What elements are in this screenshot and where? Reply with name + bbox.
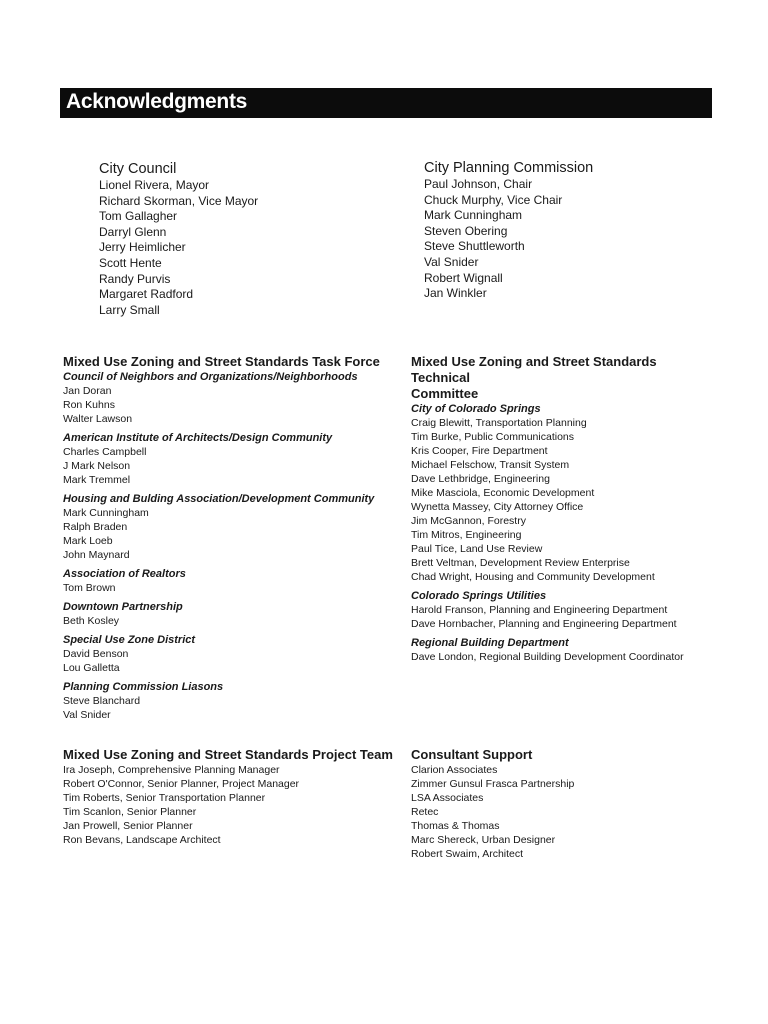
list-item: Zimmer Gunsul Frasca Partnership <box>411 778 575 790</box>
technical-committee-heading-line1: Mixed Use Zoning and Street Standards Technical <box>411 354 657 385</box>
group-heading: Council of Neighbors and Organizations/Neighborhoods <box>63 371 358 383</box>
task-force-group <box>63 492 398 562</box>
list-item: Mark Cunningham <box>63 507 149 519</box>
group-heading: Colorado Springs Utilities <box>411 590 547 602</box>
list-item: Paul Tice, Land Use Review <box>411 543 543 555</box>
list-item: Kris Cooper, Fire Department <box>411 445 548 457</box>
list-item: Ralph Braden <box>63 521 128 533</box>
group-heading: Planning Commission Liasons <box>63 681 224 693</box>
list-item: Val Snider <box>424 254 479 269</box>
list-item: Charles Campbell <box>63 446 147 458</box>
task-force-group <box>63 431 398 487</box>
list-item: Jan Winkler <box>424 286 487 301</box>
consultant-support-heading: Consultant Support <box>411 747 533 762</box>
list-item: Lionel Rivera, Mayor <box>99 178 210 192</box>
list-item: Chuck Murphy, Vice Chair <box>424 192 563 207</box>
list-item: Jim McGannon, Forestry <box>411 515 526 527</box>
list-item: Michael Felschow, Transit System <box>411 459 570 471</box>
list-item: Val Snider <box>63 709 111 721</box>
technical-committee-group <box>411 636 711 664</box>
consultant-support-section <box>411 747 711 861</box>
list-item: J Mark Nelson <box>63 460 131 472</box>
list-item: Tim Mitros, Engineering <box>411 529 522 541</box>
list-item: Wynetta Massey, City Attorney Office <box>411 501 584 513</box>
task-force-group <box>63 600 398 628</box>
list-item: Tim Roberts, Senior Transportation Planner <box>63 792 266 804</box>
task-force-group <box>63 680 398 722</box>
technical-committee-section <box>411 354 711 664</box>
list-item: Dave Lethbridge, Engineering <box>411 473 550 485</box>
group-heading: City of Colorado Springs <box>411 403 541 415</box>
list-item: Robert Swaim, Architect <box>411 848 524 860</box>
group-heading: Special Use Zone District <box>63 634 196 646</box>
list-item: Darryl Glenn <box>99 224 167 239</box>
list-item: Paul Johnson, Chair <box>424 177 533 191</box>
task-force-group <box>63 633 398 675</box>
list-item: Steve Blanchard <box>63 695 141 707</box>
list-item: Ron Bevans, Landscape Architect <box>63 834 221 846</box>
list-item: Steven Obering <box>424 223 508 238</box>
group-heading: Association of Realtors <box>63 568 186 580</box>
list-item: Mike Masciola, Economic Development <box>411 487 595 499</box>
list-item: Larry Small <box>99 302 160 317</box>
list-item: Marc Shereck, Urban Designer <box>411 834 556 846</box>
city-council-heading: City Council <box>99 161 177 177</box>
list-item: Tim Burke, Public Communications <box>411 431 574 443</box>
list-item: Clarion Associates <box>411 764 498 776</box>
list-item: Jan Prowell, Senior Planner <box>63 820 193 832</box>
list-item: Thomas & Thomas <box>411 820 500 832</box>
technical-committee-group <box>411 402 711 584</box>
list-item: Dave London, Regional Building Development Coordinator <box>411 651 684 663</box>
group-heading: Regional Building Department <box>411 637 569 649</box>
task-force-group <box>63 370 398 426</box>
task-force-group <box>63 567 398 595</box>
list-item: Steve Shuttleworth <box>424 239 525 254</box>
list-item: Randy Purvis <box>99 271 171 286</box>
project-team-heading: Mixed Use Zoning and Street Standards Project Team <box>63 747 393 762</box>
technical-committee-heading <box>411 354 711 402</box>
list-item: Tom Brown <box>63 582 116 594</box>
group-heading: Housing and Bulding Association/Development Community <box>63 493 375 505</box>
list-item: Jerry Heimlicher <box>99 240 186 255</box>
list-item: Richard Skorman, Vice Mayor <box>99 193 259 208</box>
list-item: Mark Loeb <box>63 535 113 547</box>
list-item: Beth Kosley <box>63 615 120 627</box>
technical-committee-group <box>411 589 711 631</box>
list-item: Chad Wright, Housing and Community Development <box>411 571 655 583</box>
planning-commission-section <box>424 159 704 302</box>
group-heading: American Institute of Architects/Design Community <box>63 432 333 444</box>
list-item: Retec <box>411 806 439 818</box>
task-force-section <box>63 354 398 722</box>
list-item: John Maynard <box>63 549 130 561</box>
list-item: Mark Cunningham <box>424 208 523 223</box>
list-item: Mark Tremmel <box>63 474 131 486</box>
technical-committee-heading-line2: Committee <box>411 386 479 401</box>
page-title: Acknowledgments <box>66 90 248 113</box>
list-item: Craig Blewitt, Transportation Planning <box>411 417 587 429</box>
list-item: Ron Kuhns <box>63 399 115 411</box>
list-item: LSA Associates <box>411 792 484 804</box>
list-item: Dave Hornbacher, Planning and Engineering Department <box>411 618 677 630</box>
list-item: Robert Wignall <box>424 270 503 285</box>
planning-commission-heading: City Planning Commission <box>424 160 594 176</box>
list-item: Margaret Radford <box>99 287 194 302</box>
list-item: Jan Doran <box>63 385 112 397</box>
project-team-section <box>63 747 398 847</box>
group-heading: Downtown Partnership <box>63 601 183 613</box>
list-item: Brett Veltman, Development Review Enterprise <box>411 557 630 569</box>
task-force-heading: Mixed Use Zoning and Street Standards Task Force <box>63 354 380 369</box>
list-item: Ira Joseph, Comprehensive Planning Manager <box>63 764 280 776</box>
title-bar <box>60 88 712 118</box>
list-item: Walter Lawson <box>63 413 133 425</box>
list-item: Scott Hente <box>99 255 162 270</box>
list-item: Robert O'Connor, Senior Planner, Project Manager <box>63 778 300 790</box>
list-item: David Benson <box>63 648 129 660</box>
list-item: Harold Franson, Planning and Engineering Department <box>411 604 668 616</box>
list-item: Tom Gallagher <box>99 209 178 224</box>
list-item: Lou Galletta <box>63 662 120 674</box>
list-item: Tim Scanlon, Senior Planner <box>63 806 197 818</box>
city-council-section <box>99 160 379 318</box>
